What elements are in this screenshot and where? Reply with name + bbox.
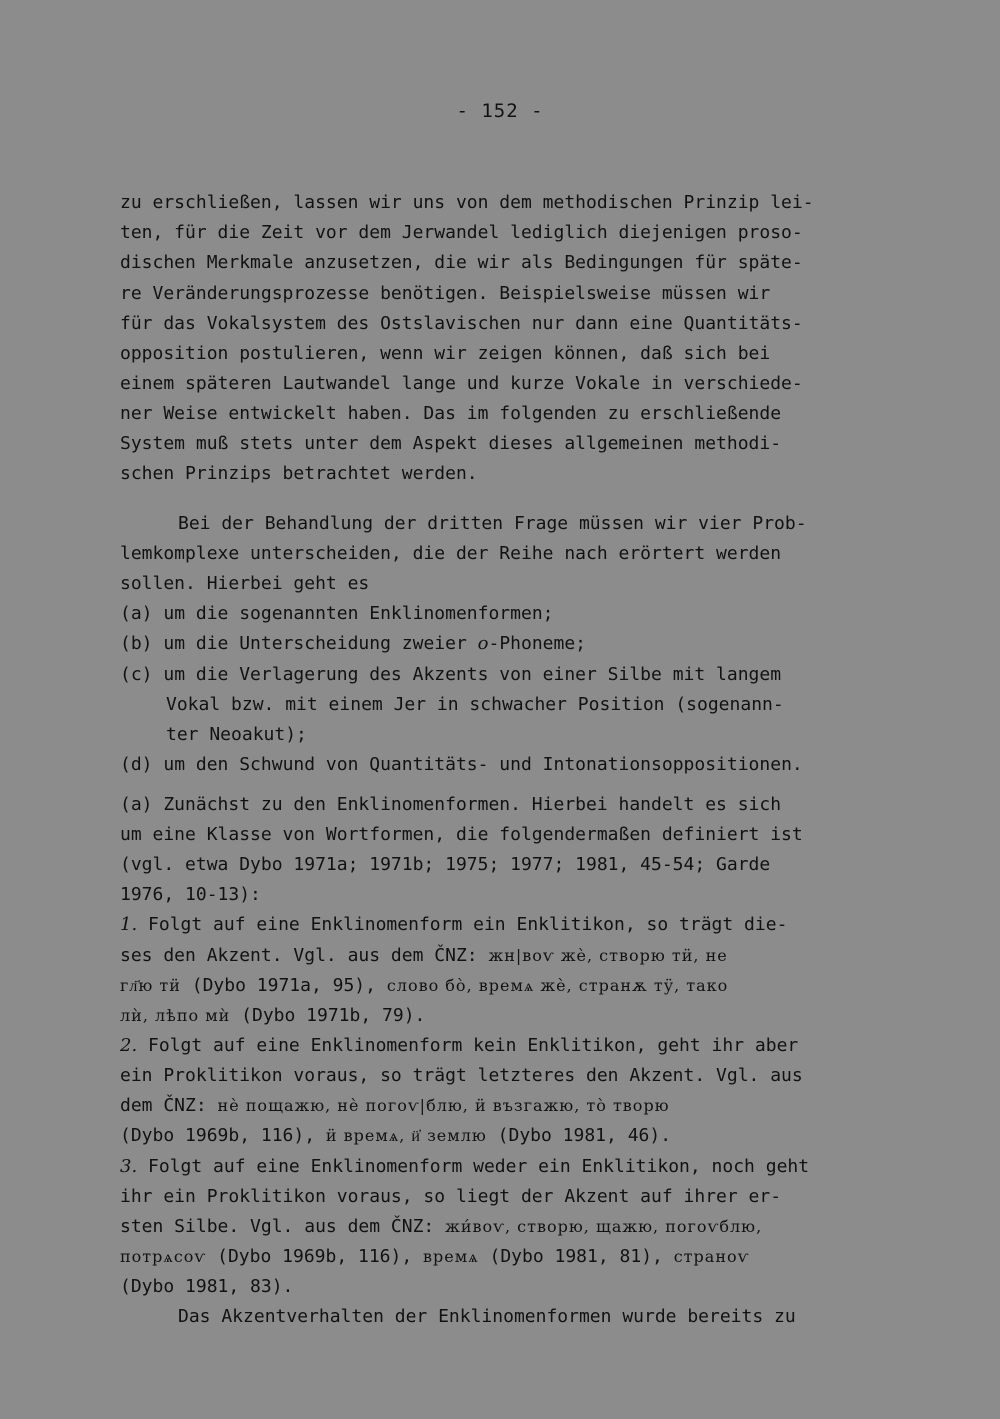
text-line	[120, 1216, 762, 1238]
text-line: dischen Merkmale anzusetzen, die wir als Bedingungen für späte-	[120, 252, 803, 273]
text-line	[120, 1156, 809, 1178]
cyrillic-example: лѝ, лѣпо мѝ	[120, 1006, 231, 1025]
page-number: - 152 -	[456, 100, 544, 122]
text-line: ihr ein Proklitikon voraus, so liegt der Akzent auf ihrer er-	[120, 1186, 782, 1207]
text-line: re Veränderungsprozesse benötigen. Beispielsweise müssen wir	[120, 283, 771, 304]
text-line: 1976, 10-13):	[120, 884, 261, 905]
cyrillic-example: ӥ времѧ, ӥ҆ землю	[325, 1126, 487, 1145]
rule-text: (Dybo 1981, 81),	[478, 1246, 674, 1267]
cyrillic-example: страноѵ	[673, 1247, 750, 1266]
rule-number: 1.	[120, 914, 138, 935]
list-text: um die Unterscheidung zweier	[163, 633, 478, 654]
list-item	[120, 754, 803, 776]
cyrillic-example: нѐ пощажю, нѐ погоѵ|блю, ӥ възгажю, то̀ творю	[217, 1096, 670, 1115]
text-line: schen Prinzips betrachtet werden.	[120, 463, 478, 484]
list-text: um den Schwund von Quantitäts- und Intonationsoppositionen.	[163, 754, 803, 775]
text-line	[120, 1095, 670, 1117]
o-phoneme-italic: o	[477, 633, 489, 654]
rule-text: (Dybo 1969b, 116),	[120, 1125, 326, 1146]
rule-text: Folgt auf eine Enklinomenform kein Enklitikon, geht ihr aber	[137, 1035, 799, 1056]
rule-text: sten Silbe. Vgl. aus dem ČNZ:	[120, 1216, 446, 1237]
text-line: einem späteren Lautwandel lange und kurze Vokale in verschiede-	[120, 373, 803, 394]
text-line: für das Vokalsystem des Ostslavischen nur dann eine Quantitäts-	[120, 313, 803, 334]
list-text: Vokal bzw. mit einem Jer in schwacher Position (sogenann-	[166, 694, 784, 715]
cyrillic-example: слово бо̀, времѧ жѐ, странѫ тӱ, тако	[386, 976, 729, 995]
rule-text: Folgt auf eine Enklinomenform weder ein Enklitikon, noch geht	[137, 1156, 810, 1177]
rule-text: (Dybo 1981, 46).	[486, 1125, 672, 1146]
text-line: (a) Zunächst zu den Enklinomenformen. Hierbei handelt es sich	[120, 794, 782, 815]
rule-text: Folgt auf eine Enklinomenform ein Enklitikon, so trägt die-	[137, 914, 788, 935]
text-line: opposition postulieren, wenn wir zeigen können, daß sich bei	[120, 343, 771, 364]
list-text: um die Verlagerung des Akzents von einer Silbe mit langem	[163, 664, 782, 685]
text-line: lemkomplexe unterscheiden, die der Reihe nach erörtert werden	[120, 543, 782, 564]
text-line: ner Weise entwickelt haben. Das im folgenden zu erschließende	[120, 403, 782, 424]
cyrillic-example: времѧ	[423, 1247, 479, 1266]
rule-number: 3.	[120, 1156, 138, 1177]
list-marker: (c)	[120, 664, 153, 685]
text-line	[120, 1005, 425, 1027]
text-line: Bei der Behandlung der dritten Frage müssen wir vier Prob-	[178, 513, 807, 534]
list-marker: (b)	[120, 633, 153, 654]
text-line	[120, 1035, 798, 1057]
list-text: -Phoneme;	[488, 633, 587, 654]
text-line: ein Proklitikon voraus, so trägt letzteres den Akzent. Vgl. aus	[120, 1065, 803, 1086]
cyrillic-example: гл҃ю тӥ	[120, 976, 181, 995]
cyrillic-example: жн|воѵ жѐ, створю тӥ, не	[488, 946, 728, 965]
text-line: sollen. Hierbei geht es	[120, 573, 370, 594]
text-line	[120, 945, 728, 967]
text-line: (Dybo 1981, 83).	[120, 1276, 294, 1297]
text-line: zu erschließen, lassen wir uns von dem methodischen Prinzip lei-	[120, 192, 814, 213]
list-marker: (d)	[120, 754, 153, 775]
text-line	[120, 975, 728, 997]
text-line: ten, für die Zeit vor dem Jerwandel lediglich diejenigen proso-	[120, 222, 803, 243]
cyrillic-example: жи́воѵ, створю, щажю, погоѵблю,	[445, 1217, 763, 1236]
last-line: Das Akzentverhalten der Enklinomenformen wurde bereits zu	[178, 1306, 796, 1327]
text-line: System muß stets unter dem Aspekt dieses allgemeinen methodi-	[120, 433, 782, 454]
rule-text: (Dybo 1971a, 95),	[180, 975, 387, 996]
list-item	[120, 664, 781, 686]
list-text: um die sogenannten Enklinomenformen;	[163, 603, 554, 624]
rule-text: ses den Akzent. Vgl. aus dem ČNZ:	[120, 945, 489, 966]
rule-text: dem ČNZ:	[120, 1095, 218, 1116]
text-line	[120, 914, 787, 936]
list-marker: (a)	[120, 603, 153, 624]
list-item	[120, 603, 554, 625]
text-line: (vgl. etwa Dybo 1971a; 1971b; 1975; 1977; 1981, 45-54; Garde	[120, 854, 771, 875]
rule-text: (Dybo 1969b, 116),	[206, 1246, 424, 1267]
cyrillic-example: потрѧсоѵ	[120, 1247, 207, 1266]
rule-text: (Dybo 1971b, 79).	[230, 1005, 426, 1026]
text-line: um eine Klasse von Wortformen, die folgendermaßen definiert ist	[120, 824, 803, 845]
text-line	[120, 1125, 671, 1147]
list-item	[120, 633, 586, 655]
list-text: ter Neoakut);	[166, 724, 307, 745]
text-line	[120, 1246, 749, 1268]
rule-number: 2.	[120, 1035, 138, 1056]
